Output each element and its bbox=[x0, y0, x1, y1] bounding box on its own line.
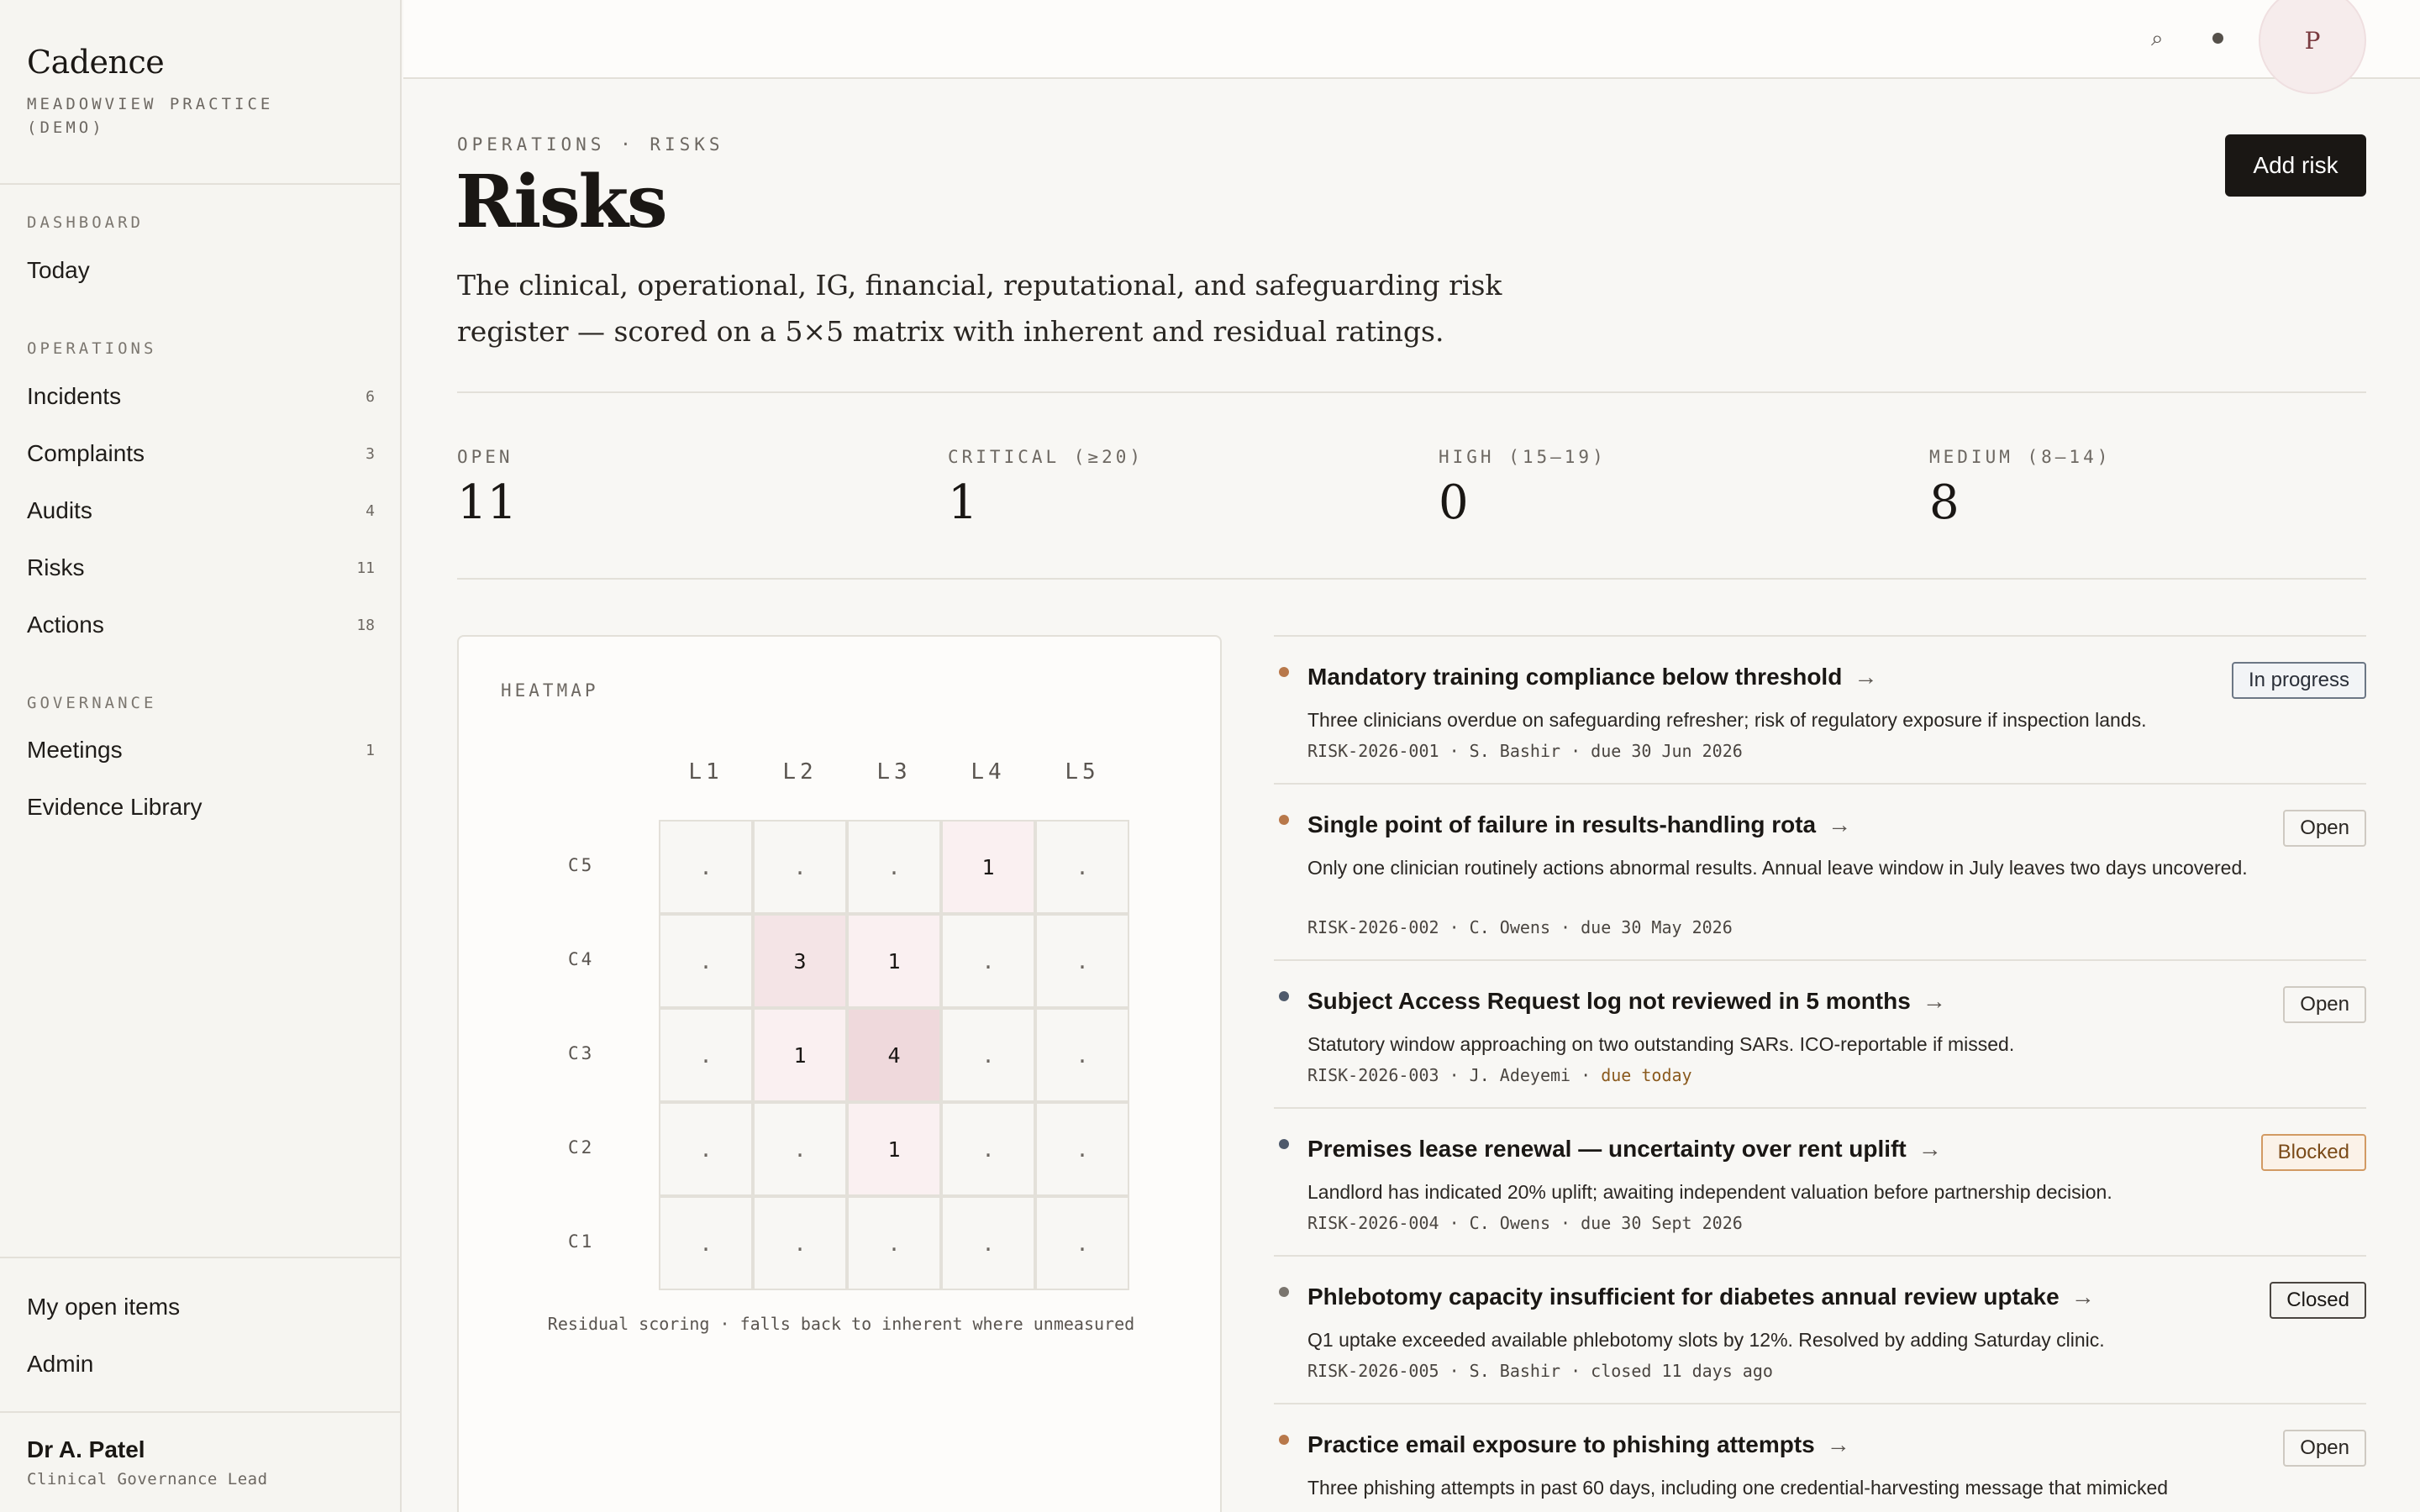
heatmap-row-label: C4 bbox=[568, 949, 595, 969]
meta-separator: · bbox=[1439, 741, 1470, 761]
sidebar-item-count: 4 bbox=[366, 501, 375, 520]
sidebar-item-count: 1 bbox=[366, 741, 375, 759]
risk-row[interactable] bbox=[1274, 1107, 2366, 1255]
risk-due: due 30 Jun 2026 bbox=[1591, 741, 1743, 761]
stat-open-value: 11 bbox=[457, 475, 518, 530]
risk-title[interactable] bbox=[1307, 988, 1946, 1015]
meta-separator: · bbox=[1560, 741, 1591, 761]
sidebar-item-count: 11 bbox=[356, 559, 375, 577]
risk-title[interactable] bbox=[1307, 1431, 1850, 1458]
stat-medium-value: 8 bbox=[1929, 475, 1960, 530]
risk-status-dot-icon bbox=[1279, 991, 1289, 1001]
meta-separator: · bbox=[1439, 1065, 1470, 1085]
heatmap-cell[interactable]: . bbox=[847, 1196, 941, 1290]
heatmap-column-label: L2 bbox=[782, 759, 818, 785]
sidebar-item-count: 6 bbox=[366, 387, 375, 406]
risk-title-text: Subject Access Request log not reviewed in 5 months bbox=[1307, 988, 1911, 1014]
header-divider bbox=[457, 391, 2366, 393]
sidebar-item-label: Audits bbox=[27, 497, 92, 523]
risk-owner: S. Bashir bbox=[1469, 741, 1561, 761]
heatmap-cell[interactable]: . bbox=[1035, 820, 1129, 914]
risk-due: due 30 Sept 2026 bbox=[1581, 1213, 1743, 1233]
add-risk-button[interactable]: Add risk bbox=[2225, 134, 2366, 197]
heatmap-title: HEATMAP bbox=[501, 680, 599, 701]
risk-meta bbox=[1307, 1361, 1773, 1381]
sidebar-item-label: Actions bbox=[27, 612, 104, 638]
heatmap-cell[interactable]: . bbox=[659, 1008, 753, 1102]
heatmap-cell[interactable]: . bbox=[753, 1196, 847, 1290]
risk-owner: S. Bashir bbox=[1469, 1361, 1561, 1381]
heatmap-cell[interactable]: 1 bbox=[847, 1102, 941, 1196]
risk-title[interactable] bbox=[1307, 664, 1877, 690]
heatmap-cell[interactable]: . bbox=[941, 914, 1035, 1008]
sidebar-divider bbox=[0, 1257, 402, 1258]
sidebar-section-operations: OPERATIONS bbox=[27, 339, 157, 358]
sidebar-item-admin[interactable] bbox=[27, 1343, 375, 1385]
sidebar-section-dashboard: DASHBOARD bbox=[27, 213, 144, 232]
arrow-right-icon: → bbox=[1922, 988, 1946, 1014]
meta-separator: · bbox=[1439, 917, 1470, 937]
heatmap-column-label: L1 bbox=[688, 759, 723, 785]
sidebar-section-governance: GOVERNANCE bbox=[27, 694, 157, 712]
meta-separator: · bbox=[1570, 1065, 1602, 1085]
risk-status-dot-icon bbox=[1279, 815, 1289, 825]
risk-id: RISK-2026-001 bbox=[1307, 741, 1439, 761]
arrow-right-icon: → bbox=[1826, 1431, 1850, 1457]
heatmap-cell[interactable]: . bbox=[1035, 914, 1129, 1008]
sidebar-item-evidence-library[interactable] bbox=[27, 786, 375, 828]
heatmap-cell[interactable]: 3 bbox=[753, 914, 847, 1008]
risk-id: RISK-2026-004 bbox=[1307, 1213, 1439, 1233]
user-name: Dr A. Patel bbox=[27, 1436, 145, 1462]
risk-title-text: Mandatory training compliance below threshold bbox=[1307, 664, 1843, 690]
risk-due: closed 11 days ago bbox=[1591, 1361, 1773, 1381]
risk-title[interactable] bbox=[1307, 1284, 2095, 1310]
sidebar-item-label: My open items bbox=[27, 1294, 181, 1320]
stat-high-label: HIGH (15–19) bbox=[1439, 447, 1607, 467]
heatmap-column-label: L3 bbox=[876, 759, 912, 785]
heatmap-cell[interactable]: . bbox=[659, 914, 753, 1008]
meta-separator: · bbox=[1550, 917, 1581, 937]
heatmap-column-label: L4 bbox=[971, 759, 1006, 785]
heatmap-cell[interactable]: . bbox=[941, 1102, 1035, 1196]
search-icon[interactable]: ⌕ bbox=[2151, 25, 2164, 50]
heatmap-cell[interactable]: . bbox=[847, 820, 941, 914]
status-badge: Open bbox=[2283, 986, 2366, 1023]
heatmap-cell[interactable]: . bbox=[1035, 1102, 1129, 1196]
heatmap-footnote: Residual scoring · falls back to inherent where unmeasured bbox=[547, 1314, 1135, 1334]
heatmap-cell[interactable]: 4 bbox=[847, 1008, 941, 1102]
stat-medium-label: MEDIUM (8–14) bbox=[1929, 447, 2112, 467]
risk-title-text: Practice email exposure to phishing attempts bbox=[1307, 1431, 1815, 1457]
risk-row[interactable] bbox=[1274, 1255, 2366, 1403]
sidebar-item-complaints[interactable] bbox=[27, 433, 375, 475]
sidebar bbox=[0, 0, 402, 1512]
risk-row[interactable] bbox=[1274, 783, 2366, 959]
heatmap-cell[interactable]: . bbox=[941, 1008, 1035, 1102]
risk-description: Q1 uptake exceeded available phlebotomy slots by 12%. Resolved by adding Saturday clinic. bbox=[1307, 1329, 2105, 1351]
sidebar-item-today[interactable] bbox=[27, 249, 375, 291]
heatmap-row-label: C1 bbox=[568, 1231, 595, 1252]
heatmap-cell[interactable]: 1 bbox=[941, 820, 1035, 914]
risk-status-dot-icon bbox=[1279, 1139, 1289, 1149]
heatmap-cell[interactable]: . bbox=[659, 1102, 753, 1196]
risk-owner: C. Owens bbox=[1469, 1213, 1550, 1233]
avatar-initial: P bbox=[2304, 26, 2321, 55]
sidebar-divider bbox=[0, 183, 402, 185]
sidebar-item-count: 18 bbox=[356, 616, 375, 634]
sidebar-item-audits[interactable] bbox=[27, 490, 375, 532]
heatmap-cell[interactable]: . bbox=[1035, 1196, 1129, 1290]
heatmap-card bbox=[457, 635, 1222, 1512]
risk-description: Landlord has indicated 20% uplift; awaiting independent valuation before partnership decision. bbox=[1307, 1181, 2112, 1203]
risk-meta bbox=[1307, 917, 1733, 937]
risk-description: Three clinicians overdue on safeguarding refresher; risk of regulatory exposure if inspection lands. bbox=[1307, 709, 2147, 731]
heatmap-row-label: C3 bbox=[568, 1043, 595, 1063]
risk-meta bbox=[1307, 1213, 1743, 1233]
status-badge: Open bbox=[2283, 810, 2366, 847]
risk-description: Statutory window approaching on two outstanding SARs. ICO-reportable if missed. bbox=[1307, 1033, 2015, 1055]
meta-separator: · bbox=[1439, 1213, 1470, 1233]
user-role: Clinical Governance Lead bbox=[27, 1470, 268, 1488]
risk-owner: J. Adeyemi bbox=[1469, 1065, 1571, 1085]
status-badge: Open bbox=[2283, 1430, 2366, 1467]
stats-divider bbox=[457, 578, 2366, 580]
heatmap-cell[interactable]: . bbox=[941, 1196, 1035, 1290]
heatmap-cell[interactable]: . bbox=[659, 820, 753, 914]
risk-status-dot-icon bbox=[1279, 1287, 1289, 1297]
risk-row[interactable] bbox=[1274, 635, 2366, 783]
sidebar-item-label: Risks bbox=[27, 554, 85, 580]
avatar[interactable] bbox=[2259, 0, 2366, 94]
heatmap-row-label: C2 bbox=[568, 1137, 595, 1158]
sidebar-item-label: Admin bbox=[27, 1351, 94, 1377]
page-title: Risks bbox=[455, 160, 666, 244]
heatmap-cell[interactable]: 1 bbox=[753, 1008, 847, 1102]
sidebar-item-actions[interactable] bbox=[27, 604, 375, 646]
sidebar-item-label: Evidence Library bbox=[27, 794, 203, 820]
stat-high-value: 0 bbox=[1439, 475, 1469, 530]
arrow-right-icon: → bbox=[1918, 1136, 1942, 1162]
stat-open-label: OPEN bbox=[457, 447, 513, 467]
status-badge: Closed bbox=[2270, 1282, 2366, 1319]
practice-name: MEADOWVIEW PRACTICE (DEMO) bbox=[27, 95, 274, 137]
risk-title[interactable] bbox=[1307, 1136, 1942, 1163]
risk-due: due today bbox=[1601, 1065, 1692, 1085]
sidebar-item-risks[interactable] bbox=[27, 547, 375, 589]
risk-meta bbox=[1307, 1065, 1692, 1085]
arrow-right-icon: → bbox=[1828, 811, 1852, 837]
breadcrumb: OPERATIONS · RISKS bbox=[457, 134, 724, 155]
heatmap-cell[interactable]: . bbox=[1035, 1008, 1129, 1102]
stat-critical-value: 1 bbox=[948, 475, 978, 530]
topbar bbox=[403, 0, 2420, 79]
sidebar-item-label: Meetings bbox=[27, 737, 123, 763]
meta-separator: · bbox=[1439, 1361, 1470, 1381]
sidebar-item-incidents[interactable] bbox=[27, 375, 375, 417]
stat-critical-label: CRITICAL (≥20) bbox=[948, 447, 1144, 467]
arrow-right-icon: → bbox=[1854, 664, 1878, 690]
risk-row[interactable] bbox=[1274, 959, 2366, 1107]
risk-status-dot-icon bbox=[1279, 667, 1289, 677]
app-name: Cadence bbox=[27, 44, 165, 81]
heatmap-cell[interactable]: . bbox=[659, 1196, 753, 1290]
risk-id: RISK-2026-002 bbox=[1307, 917, 1439, 937]
sidebar-item-label: Today bbox=[27, 257, 90, 283]
risk-description: Three phishing attempts in past 60 days, including one credential-harvesting message that mimicked bbox=[1307, 1477, 2169, 1499]
meta-separator: · bbox=[1560, 1361, 1591, 1381]
risk-due: due 30 May 2026 bbox=[1581, 917, 1733, 937]
risk-row[interactable] bbox=[1274, 1403, 2366, 1512]
sidebar-item-count: 3 bbox=[366, 444, 375, 463]
heatmap-cell[interactable]: 1 bbox=[847, 914, 941, 1008]
risk-title-text: Single point of failure in results-handling rota bbox=[1307, 811, 1817, 837]
risk-title-text: Premises lease renewal — uncertainty over rent uplift bbox=[1307, 1136, 1907, 1162]
heatmap-column-label: L5 bbox=[1065, 759, 1100, 785]
notification-dot-icon[interactable] bbox=[2212, 33, 2223, 44]
meta-separator: · bbox=[1550, 1213, 1581, 1233]
risk-title-text: Phlebotomy capacity insufficient for diabetes annual review uptake bbox=[1307, 1284, 2060, 1310]
risk-title[interactable] bbox=[1307, 811, 1851, 838]
risk-status-dot-icon bbox=[1279, 1435, 1289, 1445]
risk-meta bbox=[1307, 741, 1743, 761]
status-badge: Blocked bbox=[2261, 1134, 2366, 1171]
page-description: The clinical, operational, IG, financial, reputational, and safeguarding risk register — scored on a 5×5 matrix with inherent and residual ratings. bbox=[457, 269, 1502, 348]
heatmap-cell[interactable]: . bbox=[753, 1102, 847, 1196]
sidebar-item-meetings[interactable] bbox=[27, 729, 375, 771]
sidebar-item-label: Complaints bbox=[27, 440, 145, 466]
risk-id: RISK-2026-003 bbox=[1307, 1065, 1439, 1085]
risk-description: Only one clinician routinely actions abnormal results. Annual leave window in July leaves two days uncovered. bbox=[1307, 857, 2248, 879]
sidebar-item-my-open-items[interactable] bbox=[27, 1286, 375, 1328]
heatmap-cell[interactable]: . bbox=[753, 820, 847, 914]
arrow-right-icon: → bbox=[2070, 1284, 2095, 1310]
risk-owner: C. Owens bbox=[1469, 917, 1550, 937]
heatmap-row-label: C5 bbox=[568, 855, 595, 875]
sidebar-divider bbox=[0, 1411, 402, 1413]
sidebar-item-label: Incidents bbox=[27, 383, 122, 409]
status-badge: In progress bbox=[2232, 662, 2366, 699]
risk-id: RISK-2026-005 bbox=[1307, 1361, 1439, 1381]
